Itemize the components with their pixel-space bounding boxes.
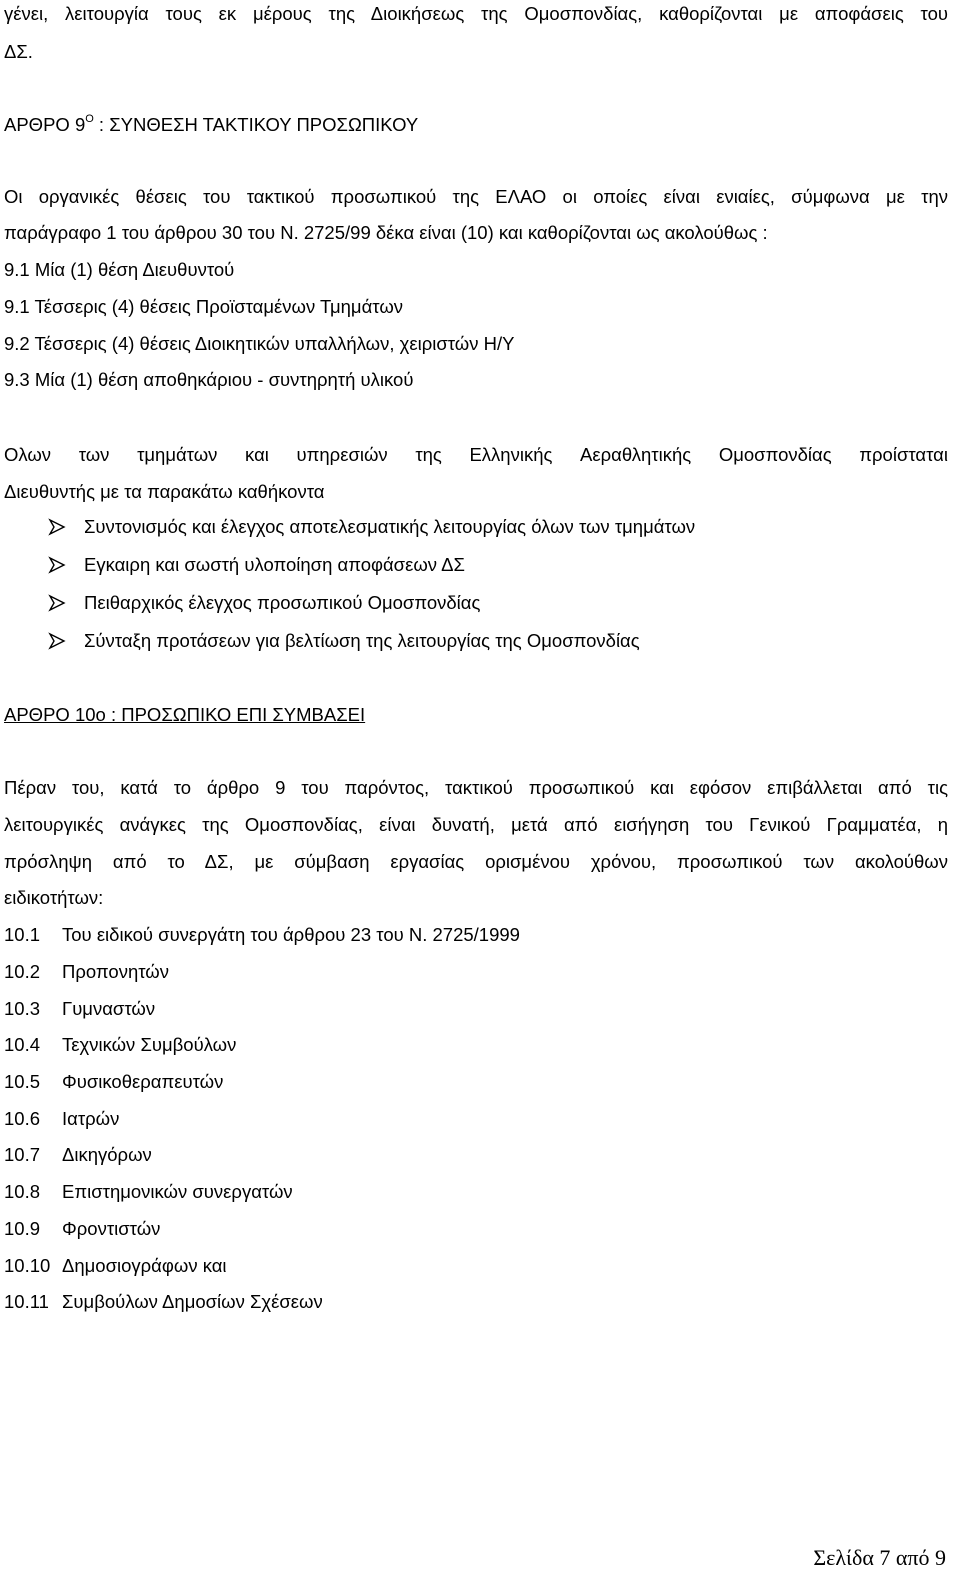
article-9-para-line-2: παράγραφο 1 του άρθρου 30 του Ν. 2725/99 δέκα είναι (10) και καθορίζονται ως ακολούθως : <box>4 222 768 243</box>
duties-word: Ομοσπονδίας <box>718 444 832 465</box>
article-10-item <box>4 1291 323 1313</box>
item-text: Γυμναστών <box>62 998 156 1019</box>
item-text: Συμβούλων Δημοσίων Σχέσεων <box>62 1291 323 1312</box>
duties-word: Ελληνικής <box>469 444 553 465</box>
article-10-item <box>4 1108 119 1130</box>
article-10-item <box>4 924 520 946</box>
article-10-item <box>4 998 155 1020</box>
article-10-para-line-2: λειτουργικές ανάγκες της Ομοσπονδίας, είναι δυνατή, μετά από εισήγηση του Γενικού Γραμματέα, η <box>4 814 948 835</box>
item-text: Προπονητών <box>62 961 169 982</box>
item-number: 10.1 <box>4 924 41 945</box>
article-10-item <box>4 1181 293 1203</box>
article-9-item: 9.2 Τέσσερις (4) θέσεις Διοικητικών υπαλλήλων, χειριστών Η/Υ <box>4 333 515 354</box>
duty-bullet-text: Εγκαιρη και σωστή υλοποίηση αποφάσεων ΔΣ <box>84 554 465 575</box>
article-10-para-line-4: ειδικοτήτων: <box>4 887 104 908</box>
item-text: Φροντιστών <box>62 1218 161 1239</box>
item-number: 10.8 <box>4 1181 41 1202</box>
item-number: 10.4 <box>4 1034 41 1055</box>
duty-bullet-text: Σύνταξη προτάσεων για βελτίωση της λειτουργίας της Ομοσπονδίας <box>84 630 640 651</box>
item-number: 10.9 <box>4 1218 41 1239</box>
item-number: 10.6 <box>4 1108 41 1129</box>
item-text: Δικηγόρων <box>62 1144 152 1165</box>
intro-line-1: γένει, λειτουργία τους εκ μέρους της Διοικήσεως της Ομοσπονδίας, καθορίζονται με αποφάσεις του <box>4 3 948 24</box>
duties-word: υπηρεσιών <box>296 444 388 465</box>
article-9-heading <box>4 114 418 136</box>
item-text: Τεχνικών Συμβούλων <box>62 1034 237 1055</box>
item-text: Δημοσιογράφων και <box>62 1255 227 1276</box>
arrowhead-bullet-icon <box>48 632 66 650</box>
item-number: 10.5 <box>4 1071 41 1092</box>
item-number: 10.7 <box>4 1144 41 1165</box>
article-9-item: 9.1 Τέσσερις (4) θέσεις Προϊσταμένων Τμημάτων <box>4 296 404 317</box>
article-9-item: 9.3 Μία (1) θέση αποθηκάριου - συντηρητή υλικού <box>4 369 414 390</box>
arrowhead-bullet-icon <box>48 556 66 574</box>
article-9-heading-post: : ΣΥΝΘΕΣΗ ΤΑΚΤΙΚΟΥ ΠΡΟΣΩΠΙΚΟΥ <box>93 114 419 135</box>
duties-word: της <box>415 444 442 465</box>
article-10-item <box>4 1071 223 1093</box>
article-9-item: 9.1 Μία (1) θέση Διευθυντού <box>4 259 235 280</box>
article-10-heading: ΑΡΘΡΟ 10ο : ΠΡΟΣΩΠΙΚΟ ΕΠΙ ΣΥΜΒΑΣΕΙ <box>4 704 366 725</box>
duty-bullet-text: Πειθαρχικός έλεγχος προσωπικού Ομοσπονδίας <box>84 592 481 613</box>
page-number-footer: Σελίδα 7 από 9 <box>813 1545 946 1570</box>
arrowhead-bullet-icon <box>48 594 66 612</box>
item-text: Του ειδικού συνεργάτη του άρθρου 23 του Ν. 2725/1999 <box>62 924 520 945</box>
duties-line-2: Διευθυντής με τα παρακάτω καθήκοντα <box>4 481 325 502</box>
duties-word: Ολων <box>4 444 52 465</box>
arrowhead-bullet-icon <box>48 518 66 536</box>
duties-word: τμημάτων <box>137 444 218 465</box>
article-10-para-line-3: πρόσληψη από το ΔΣ, με σύμβαση εργασίας ορισμένου χρόνου, προσωπικού των ακολούθων <box>4 851 948 872</box>
duties-word: και <box>245 444 269 465</box>
intro-line-2: ΔΣ. <box>4 41 33 62</box>
article-10-item <box>4 1255 227 1277</box>
article-10-item <box>4 1218 160 1240</box>
item-text: Φυσικοθεραπευτών <box>62 1071 224 1092</box>
item-number: 10.11 <box>4 1291 49 1312</box>
article-9-heading-pre: ΑΡΘΡΟ 9 <box>4 114 86 135</box>
duty-bullet-text: Συντονισμός και έλεγχος αποτελεσματικής λειτουργίας όλων των τμημάτων <box>84 516 696 537</box>
item-number: 10.10 <box>4 1255 51 1276</box>
article-10-item <box>4 961 169 983</box>
duties-word: των <box>78 444 110 465</box>
item-number: 10.2 <box>4 961 41 982</box>
article-9-heading-sup: Ο <box>85 113 94 125</box>
article-10-para-line-1: Πέραν του, κατά το άρθρο 9 του παρόντος, τακτικού προσωπικού και εφόσον επιβάλλεται από τις <box>4 777 948 798</box>
item-text: Ιατρών <box>62 1108 120 1129</box>
duties-word: Αεραθλητικής <box>580 444 692 465</box>
article-10-item <box>4 1144 152 1166</box>
duties-word: προίσταται <box>859 444 948 465</box>
item-text: Επιστημονικών συνεργατών <box>62 1181 293 1202</box>
item-number: 10.3 <box>4 998 41 1019</box>
duties-line-1 <box>4 444 948 466</box>
article-10-item <box>4 1034 236 1056</box>
article-9-para-line-1: Οι οργανικές θέσεις του τακτικού προσωπικού της ΕΛΑΟ οι οποίες είναι ενιαίες, σύμφωνα με την <box>4 186 948 207</box>
